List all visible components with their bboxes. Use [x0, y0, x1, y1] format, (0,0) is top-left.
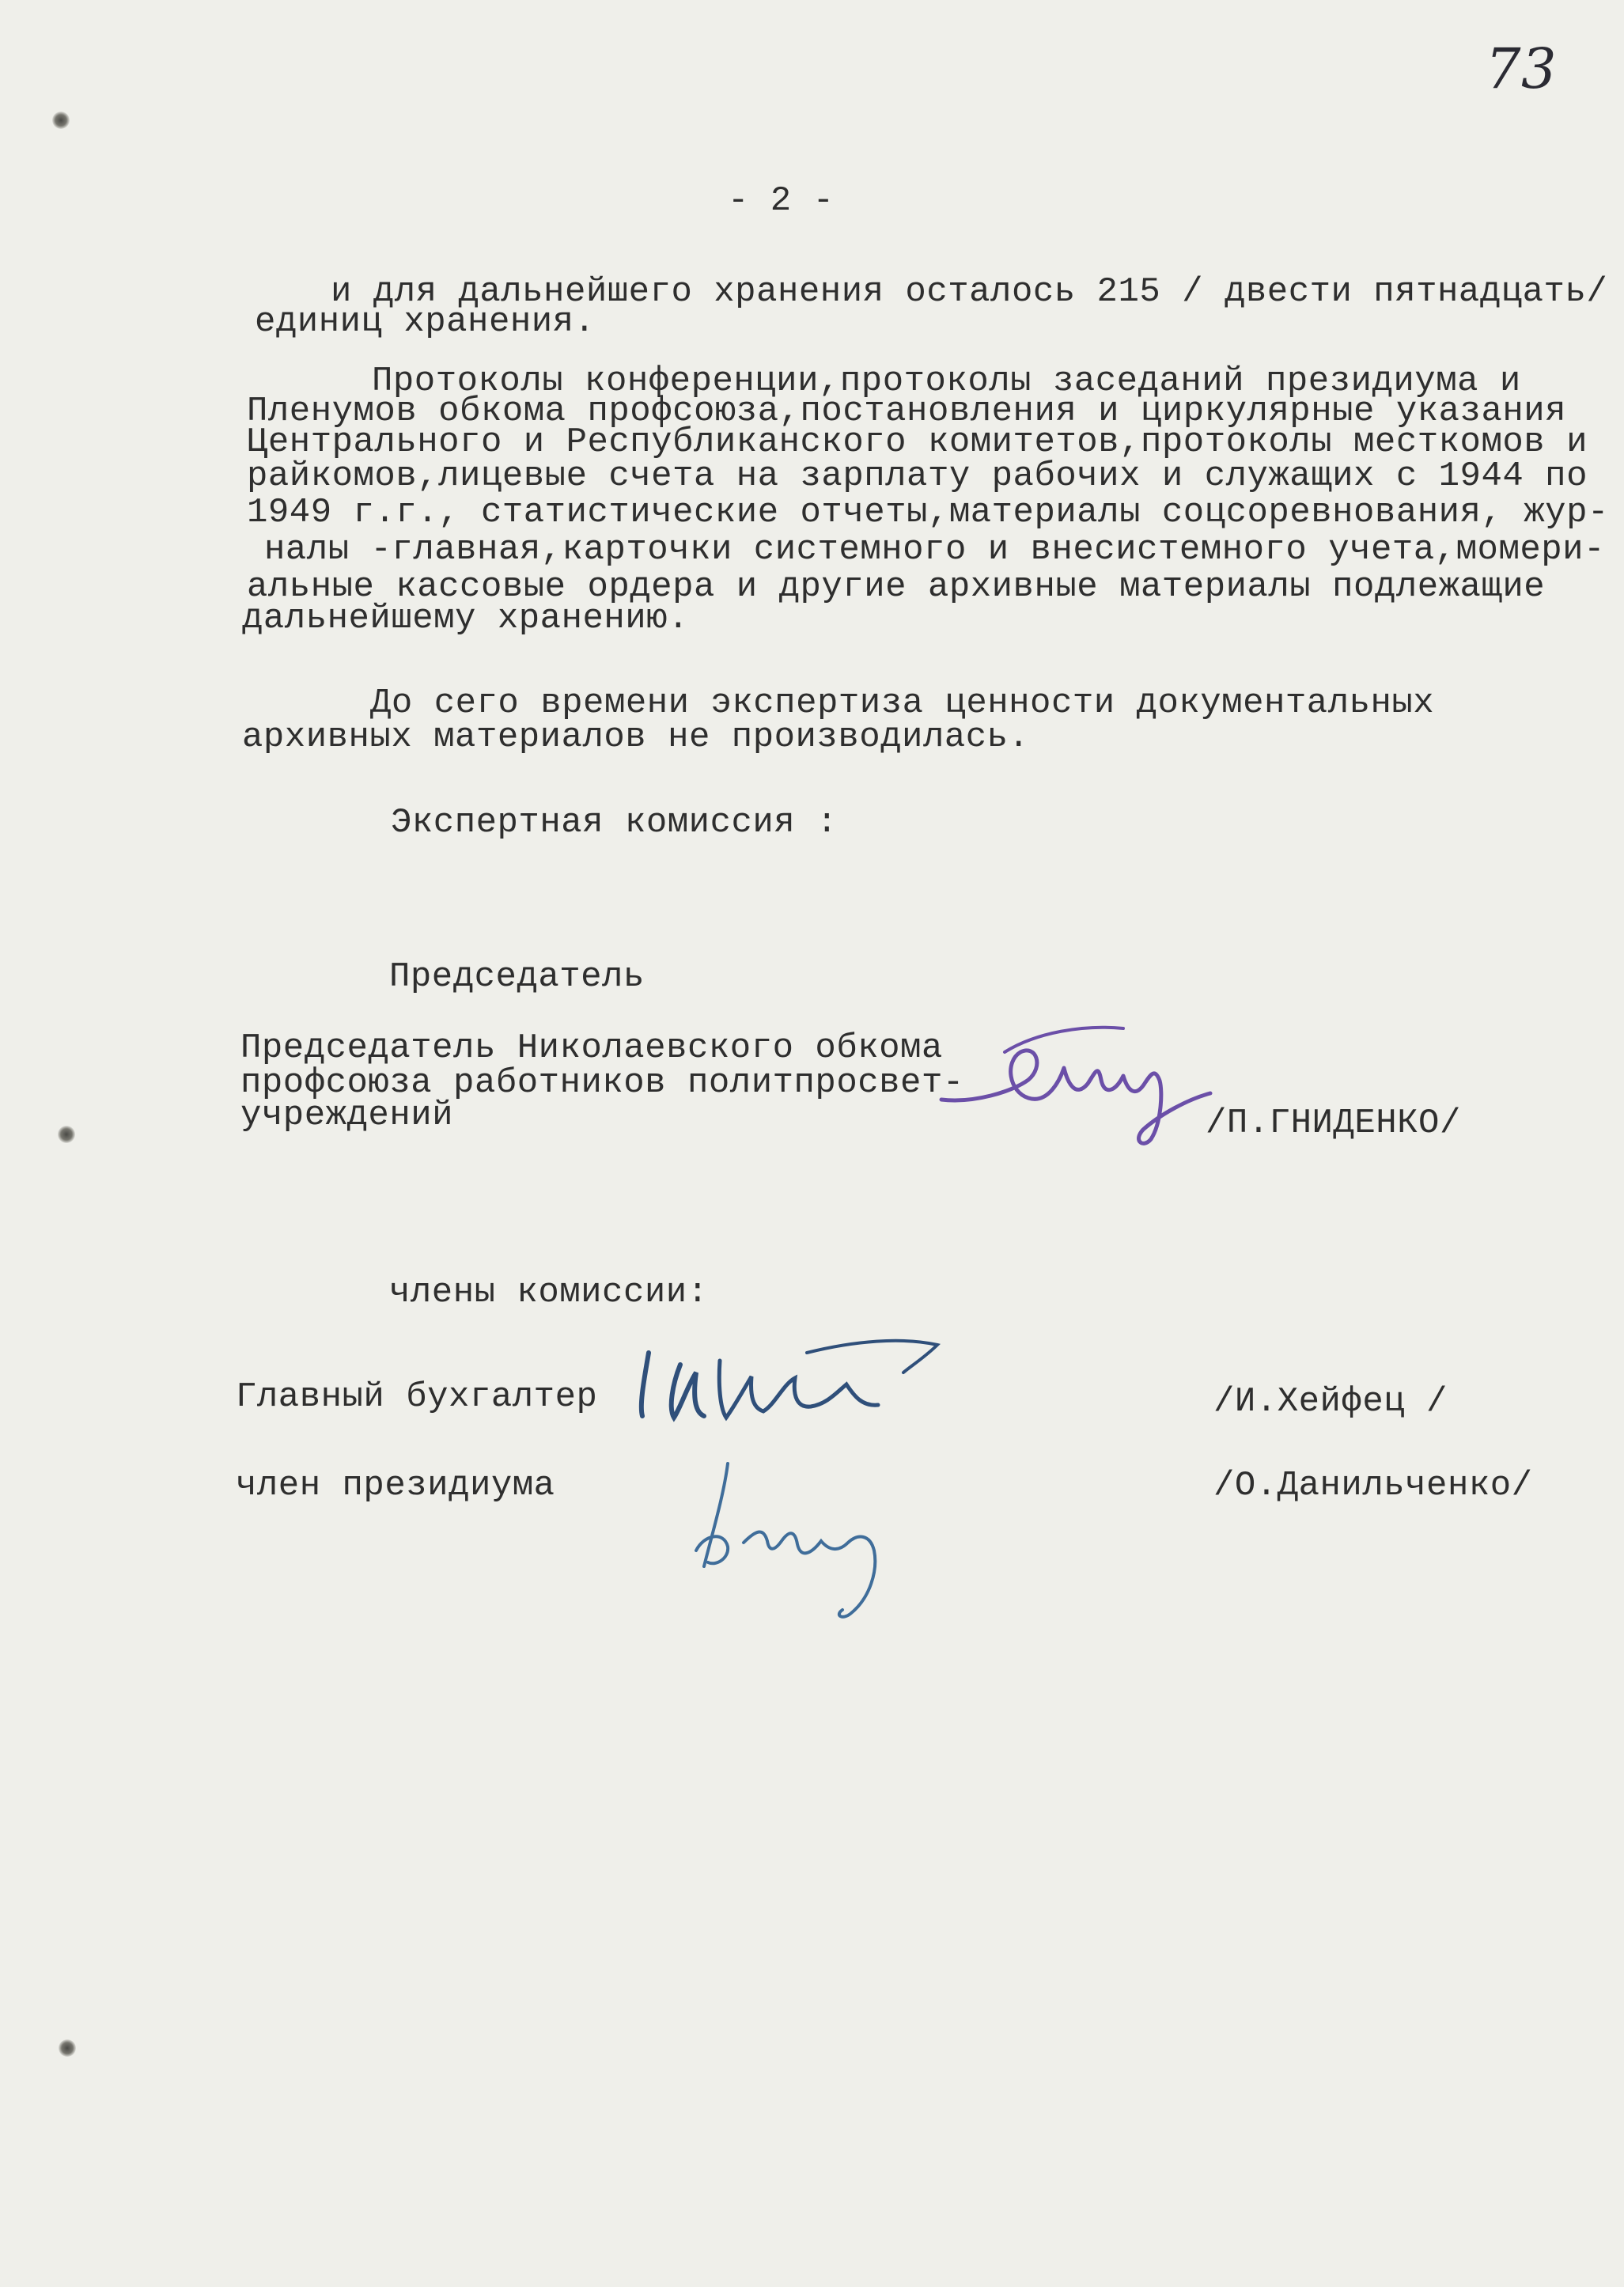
paragraph-2-line-6: налы -главная,карточки системного и внесистемного учета,момери- — [264, 530, 1605, 570]
chair-title-line-2: профсоюза работников политпросвет- — [240, 1063, 964, 1103]
chair-title-line-3: учреждений — [240, 1096, 454, 1135]
paragraph-2-line-4: райкомов,лицевые счета на зарплату рабочих и служащих с 1944 по — [247, 456, 1588, 496]
chair-title-line-1: Председатель Николаевского обкома — [240, 1028, 943, 1068]
commission-heading: Экспертная комиссия : — [391, 803, 838, 842]
paragraph-2-line-3: Центрального и Республиканского комитетов,протоколы месткомов и — [247, 422, 1588, 462]
paragraph-2-line-8: дальнейшему хранению. — [242, 599, 689, 638]
paragraph-2-line-1: Протоколы конференции,протоколы заседаний президиума и — [372, 362, 1521, 401]
paragraph-3-line-2: архивных материалов не производилась. — [242, 718, 1030, 757]
paragraph-2-line-5: 1949 г.г., статистические отчеты,материалы соцсоревнования, жур- — [247, 493, 1609, 532]
member-2-signature — [680, 1448, 933, 1630]
member-1-role: Главный бухгалтер — [236, 1377, 598, 1417]
archive-sheet-number: 73 — [1486, 36, 1558, 101]
chair-name: /П.ГНИДЕНКО/ — [1206, 1104, 1461, 1143]
paragraph-2-line-2: Пленумов обкома профсоюза,постановления и циркулярные указания — [247, 392, 1567, 431]
punch-hole-middle — [58, 1126, 75, 1143]
members-heading: члены комиссии: — [389, 1273, 709, 1312]
paragraph-1-line-1: и для дальнейшего хранения осталось 215 / двести пятнадцать/ — [331, 272, 1608, 312]
punch-hole-bottom — [59, 2039, 76, 2057]
page-number: - 2 - — [728, 181, 835, 221]
paragraph-2-line-7: альные кассовые ордера и другие архивные материалы подлежащие — [247, 567, 1546, 607]
member-1-signature — [625, 1329, 957, 1448]
chair-signature — [926, 1005, 1242, 1163]
punch-hole-top — [52, 112, 70, 129]
chair-heading: Председатель — [389, 957, 645, 997]
member-2-role: член президиума — [236, 1466, 555, 1505]
paragraph-3-line-1: До сего времени экспертиза ценности документальных — [370, 683, 1435, 723]
member-2-name: /О.Данильченко/ — [1213, 1466, 1533, 1505]
member-1-name: /И.Хейфец / — [1213, 1382, 1448, 1422]
paragraph-1-line-2: единиц хранения. — [255, 302, 596, 342]
